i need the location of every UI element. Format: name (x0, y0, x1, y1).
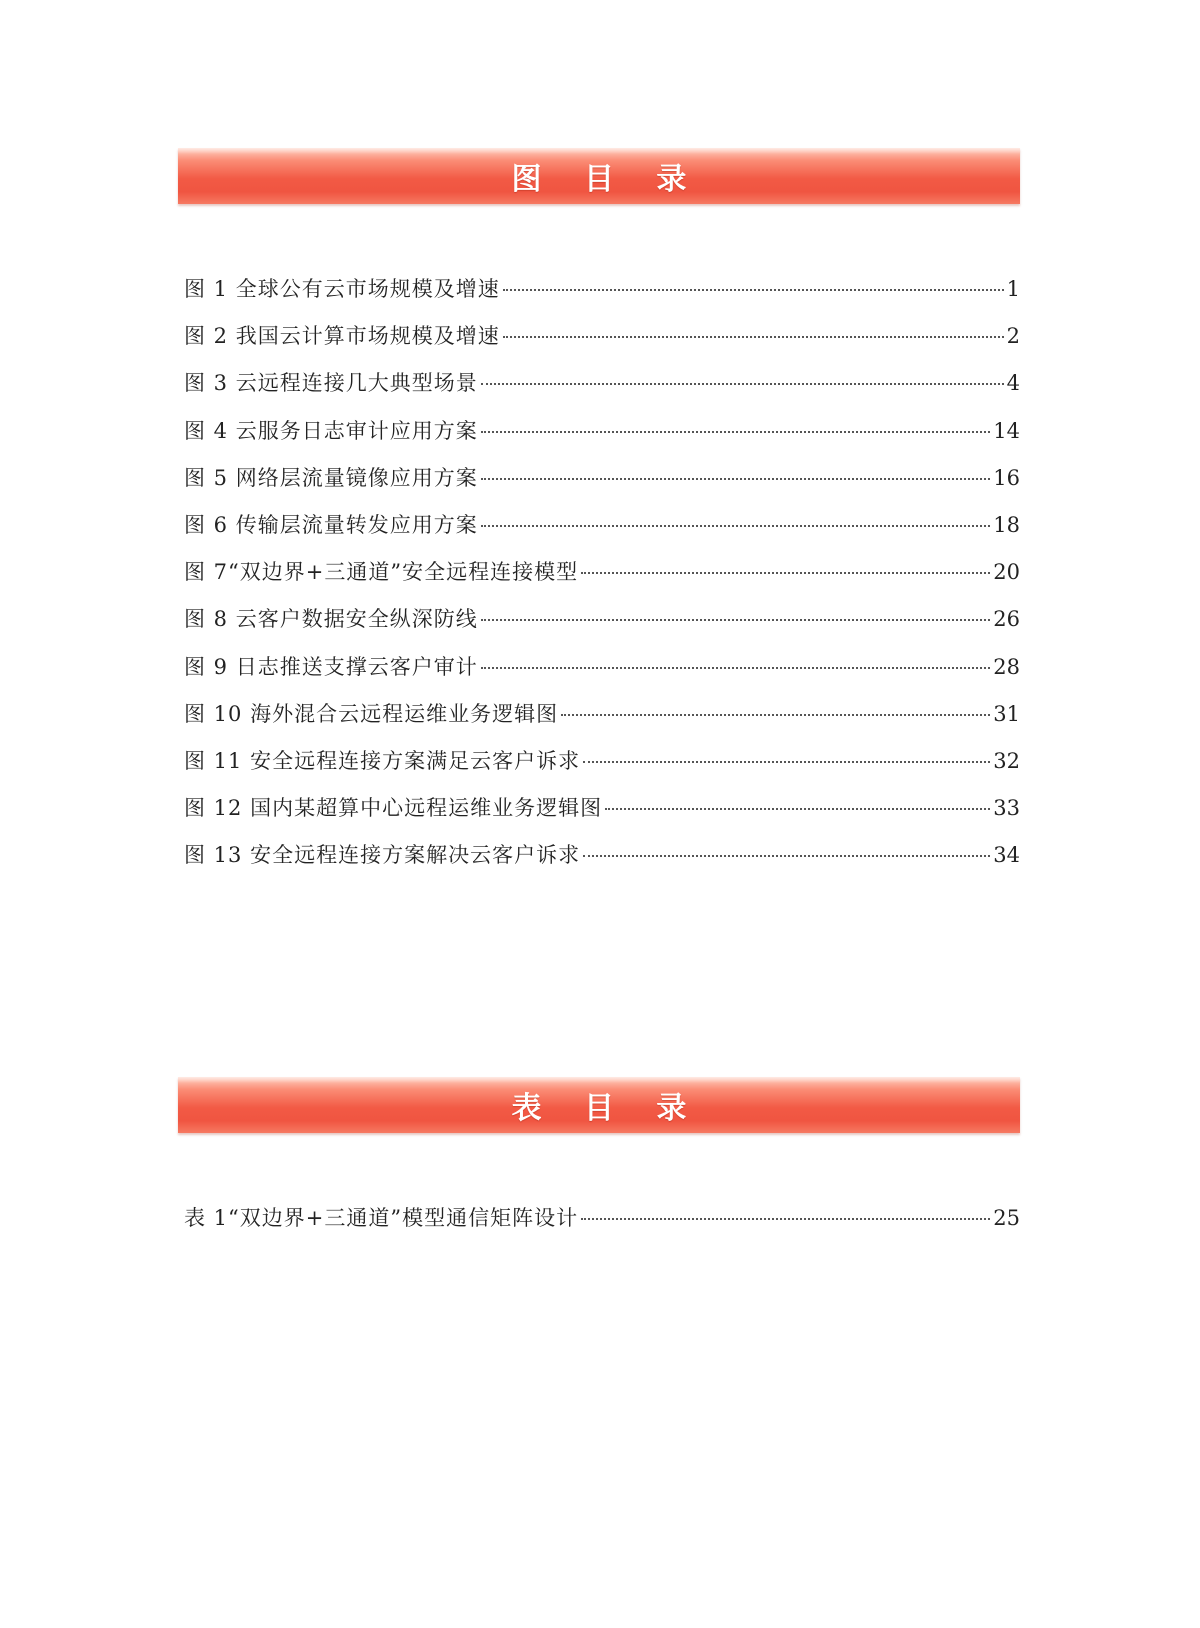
dot-leader (583, 855, 990, 857)
toc-entry-page: 31 (993, 701, 1020, 726)
toc-entry-label: 图 12 国内某超算中心远程运维业务逻辑图 (184, 796, 603, 821)
toc-entry-page: 32 (993, 748, 1020, 773)
figures-toc-title: 图 目 录 (511, 162, 703, 197)
figures-toc-banner (178, 148, 1020, 204)
dot-leader (605, 808, 990, 810)
toc-entry-page: 18 (993, 512, 1020, 537)
dot-leader (481, 619, 991, 621)
toc-entry-page: 34 (993, 843, 1020, 868)
toc-entry[interactable] (184, 840, 1020, 887)
toc-entry[interactable] (184, 604, 1020, 651)
toc-entry[interactable] (184, 416, 1020, 463)
tables-toc-title: 表 目 录 (511, 1091, 703, 1126)
toc-entry-label: 图 3 云远程连接几大典型场景 (184, 371, 478, 396)
dot-leader (481, 667, 991, 669)
toc-entry-page: 14 (993, 418, 1020, 443)
toc-entry-label: 图 13 安全远程连接方案解决云客户诉求 (184, 843, 581, 868)
dot-leader (503, 336, 1004, 338)
toc-entry[interactable] (184, 274, 1020, 321)
toc-entry-page: 20 (993, 560, 1020, 585)
toc-entry-page: 16 (993, 465, 1020, 490)
toc-entry-label: 表 1“双边界+三通道”模型通信矩阵设计 (184, 1206, 579, 1230)
toc-entry[interactable] (184, 463, 1020, 510)
dot-leader (481, 431, 991, 433)
toc-entry-label: 图 11 安全远程连接方案满足云客户诉求 (184, 748, 581, 773)
toc-entry[interactable] (184, 1203, 1020, 1250)
toc-entry[interactable] (184, 510, 1020, 557)
toc-entry-page: 2 (1006, 324, 1020, 349)
dot-leader (581, 572, 990, 574)
dot-leader (561, 714, 990, 716)
toc-entry-label: 图 2 我国云计算市场规模及增速 (184, 324, 500, 349)
toc-entry-page: 28 (993, 654, 1020, 679)
dot-leader (481, 478, 991, 480)
toc-entry-page: 4 (1006, 371, 1020, 396)
toc-entry-page: 1 (1006, 277, 1020, 301)
toc-entry-page: 33 (993, 796, 1020, 821)
dot-leader (581, 1218, 990, 1220)
dot-leader (481, 525, 991, 527)
toc-entry[interactable] (184, 557, 1020, 604)
toc-entry-label: 图 10 海外混合云远程运维业务逻辑图 (184, 701, 559, 726)
toc-entry[interactable] (184, 368, 1020, 415)
figures-toc-list (184, 274, 1020, 887)
toc-entry-label: 图 1 全球公有云市场规模及增速 (184, 277, 500, 301)
toc-entry[interactable] (184, 699, 1020, 746)
toc-entry-page: 26 (993, 607, 1020, 632)
dot-leader (503, 289, 1004, 291)
tables-toc-list (184, 1203, 1020, 1250)
toc-entry-label: 图 6 传输层流量转发应用方案 (184, 512, 478, 537)
toc-entry-label: 图 4 云服务日志审计应用方案 (184, 418, 478, 443)
toc-entry-label: 图 9 日志推送支撑云客户审计 (184, 654, 478, 679)
toc-entry[interactable] (184, 652, 1020, 699)
toc-entry[interactable] (184, 793, 1020, 840)
tables-toc-banner (178, 1077, 1020, 1133)
toc-entry-label: 图 8 云客户数据安全纵深防线 (184, 607, 478, 632)
dot-leader (583, 761, 990, 763)
dot-leader (481, 383, 1004, 385)
toc-entry-page: 25 (993, 1206, 1020, 1230)
toc-entry[interactable] (184, 321, 1020, 368)
toc-entry-label: 图 5 网络层流量镜像应用方案 (184, 465, 478, 490)
toc-entry[interactable] (184, 746, 1020, 793)
toc-entry-label: 图 7“双边界+三通道”安全远程连接模型 (184, 560, 579, 585)
